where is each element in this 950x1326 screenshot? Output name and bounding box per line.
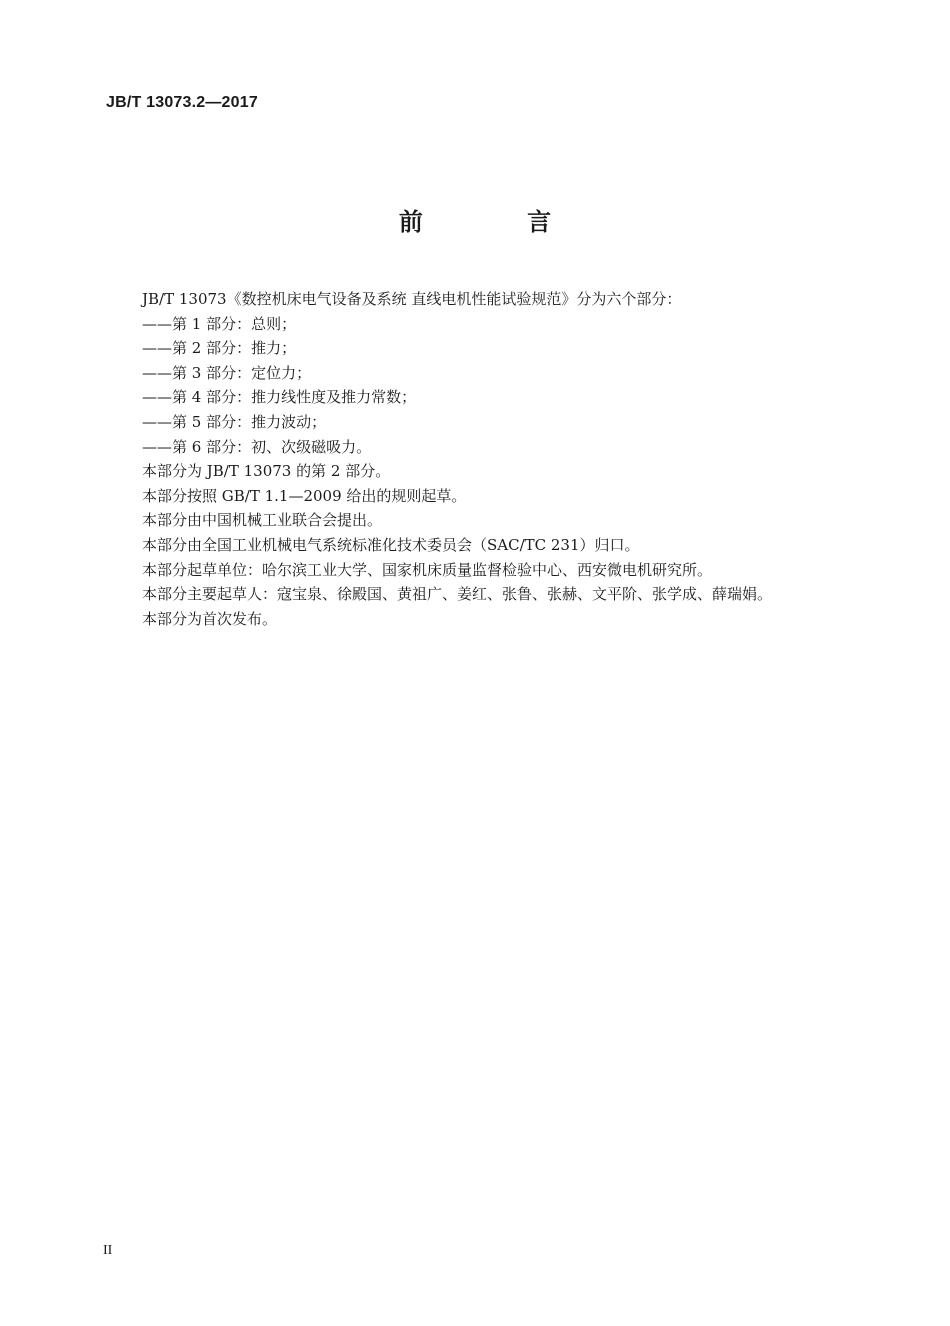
foreword-body — [142, 287, 862, 631]
paragraph-parts-intro: JB/T 13073《数控机床电气设备及系统 直线电机性能试验规范》分为六个部分： — [142, 290, 682, 308]
paragraph-proposed-by: 本部分由中国机械工业联合会提出。 — [142, 511, 383, 530]
paragraph-this-part: 本部分为 JB/T 13073 的第 2 部分。 — [142, 462, 391, 481]
paragraph-first-release: 本部分为首次发布。 — [142, 609, 278, 628]
paragraph-drafting-units: 本部分起草单位：哈尔滨工业大学、国家机床质量监督检验中心、西安微电机研究所。 — [142, 560, 713, 579]
paragraph-drafting-rules: 本部分按照 GB/T 1.1—2009 给出的规则起草。 — [142, 486, 467, 505]
list-item-part-2: ——第 2 部分：推力； — [142, 339, 297, 358]
paragraph-administered-by: 本部分由全国工业机械电气系统标准化技术委员会（SAC/TC 231）归口。 — [142, 535, 640, 554]
list-item-part-1: ——第 1 部分：总则； — [142, 314, 297, 333]
list-item-part-5: ——第 5 部分：推力波动； — [142, 412, 327, 431]
list-item-part-6: ——第 6 部分：初、次级磁吸力。 — [142, 437, 372, 456]
standard-code-header: JB/T 13073.2—2017 — [106, 94, 258, 111]
list-item-part-3: ——第 3 部分：定位力； — [142, 363, 312, 382]
page-title: 前 言 — [398, 208, 600, 236]
page-number: II — [103, 1243, 113, 1258]
list-item-part-4: ——第 4 部分：推力线性度及推力常数； — [142, 388, 417, 407]
paragraph-drafters: 本部分主要起草人：寇宝泉、徐殿国、黄祖广、姜红、张鲁、张赫、文平阶、张学成、薛瑞娟。 — [142, 585, 773, 604]
